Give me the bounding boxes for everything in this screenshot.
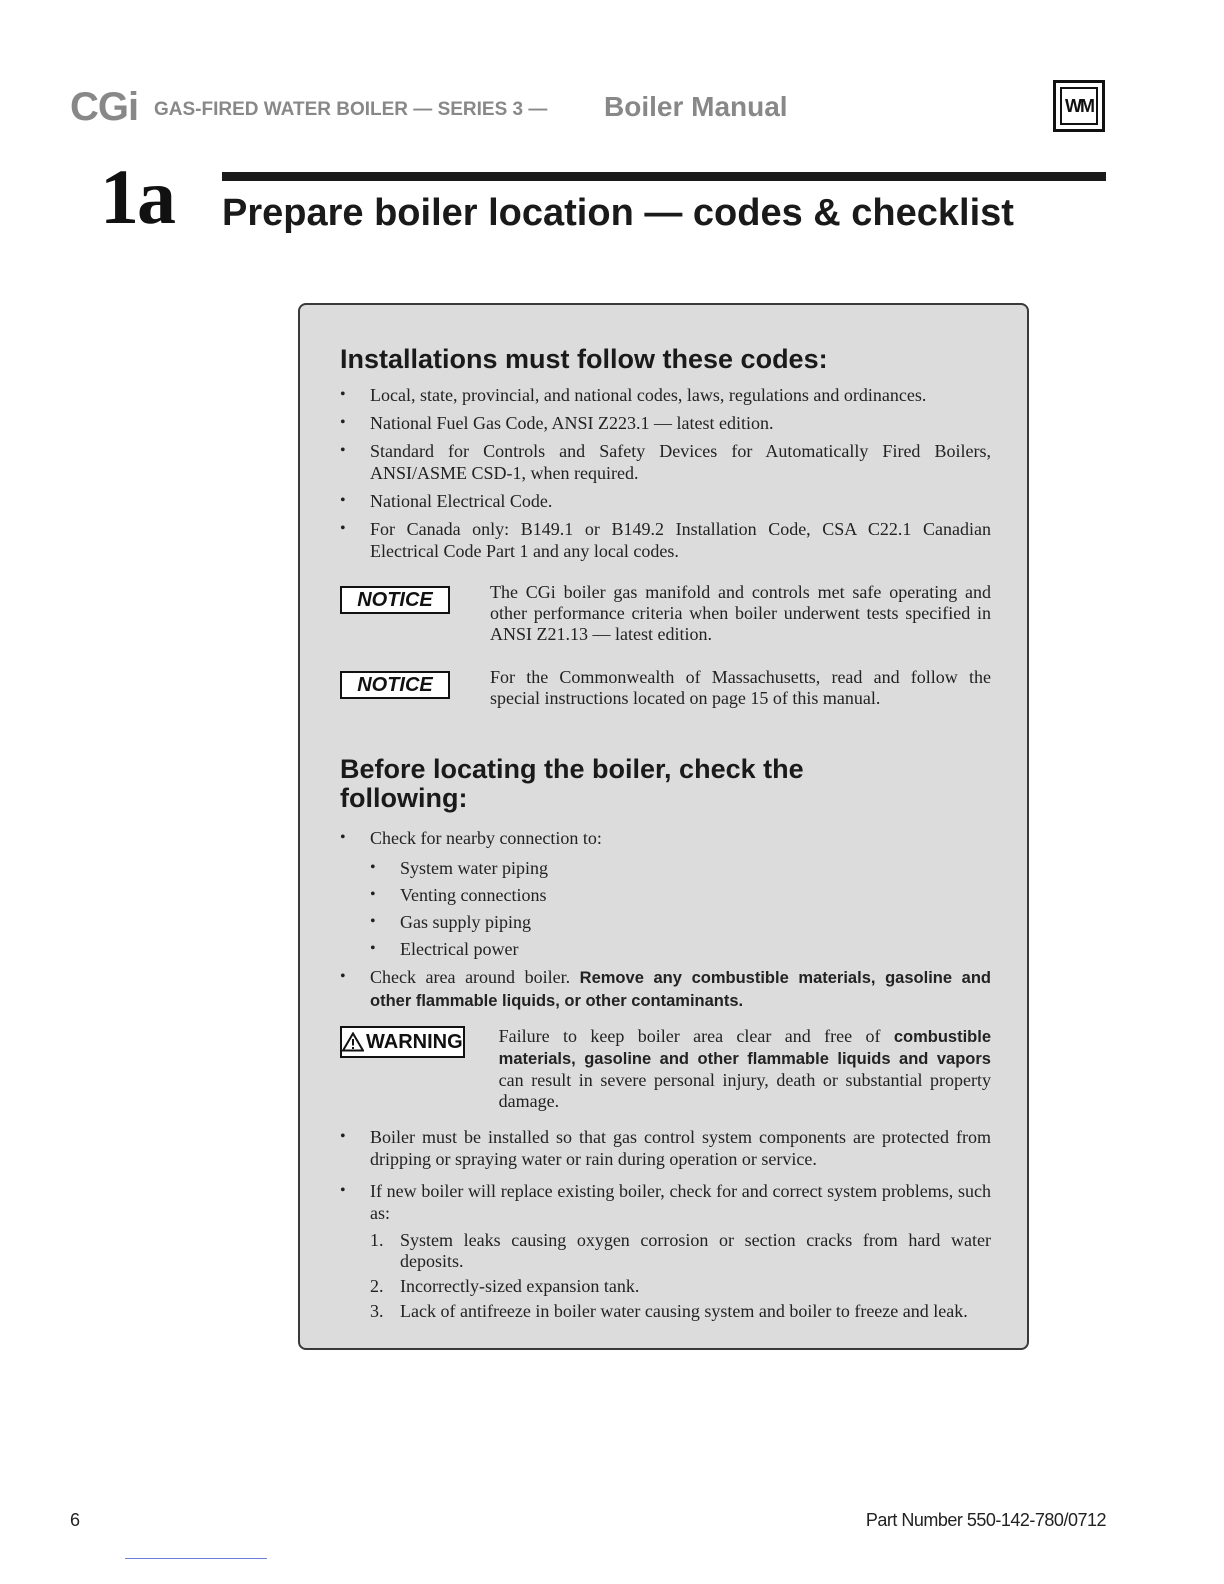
warning-text — [499, 1026, 991, 1112]
problem-item — [370, 1230, 991, 1272]
panel-content — [340, 345, 991, 1328]
warning-text-end: can result in severe personal injury, death or substantial property damage. — [498, 1070, 991, 1111]
section-number: 1a — [100, 153, 174, 240]
page-header — [70, 84, 1110, 134]
title-rule — [222, 172, 1106, 181]
connection-item: • System water piping — [370, 857, 991, 879]
connection-item: • Gas supply piping — [370, 911, 991, 933]
problem-item — [370, 1276, 991, 1297]
checklist-list — [340, 827, 991, 1012]
checklist-item: • Boiler must be installed so that gas control system components are protected from dripping or spraying water or rain during operation or service. — [340, 1126, 991, 1170]
series-label: GAS-FIRED WATER BOILER — SERIES 3 — — [154, 99, 548, 120]
problem-text: System leaks causing oxygen corrosion or section cracks from hard water deposits. — [400, 1230, 991, 1271]
codes-item: • Local, state, provincial, and national codes, laws, regulations and ordinances. — [340, 384, 991, 406]
notice-text: For the Commonwealth of Massachusetts, read and follow the special instructions located on page 15 of this manual. — [490, 667, 991, 708]
checklist-item — [340, 827, 991, 960]
warning-text-emphasis: combustible materials, gasoline and other flammable liquids and vapors — [498, 1028, 992, 1068]
problem-number: 1. — [370, 1230, 384, 1250]
problem-number: 2. — [370, 1276, 384, 1296]
checklist-item — [340, 1180, 991, 1322]
codes-item: • National Electrical Code. — [340, 490, 991, 512]
codes-item: • Standard for Controls and Safety Devices for Automatically Fired Boilers, ANSI/ASME CSD-1, when required. — [340, 440, 991, 484]
brand-name: CGi — [70, 85, 139, 129]
checklist-list-continued — [340, 1126, 991, 1322]
codes-item: • For Canada only: B149.1 or B149.2 Installation Code, CSA C22.1 Canadian Electrical Code Part 1 and any local codes. — [340, 518, 991, 562]
codes-item: • National Fuel Gas Code, ANSI Z223.1 — latest edition. — [340, 412, 991, 434]
codes-heading: Installations must follow these codes: — [340, 344, 828, 374]
connection-sublist — [370, 857, 991, 960]
page-number: 6 — [70, 1510, 81, 1530]
notice-badge: NOTICE — [340, 586, 450, 614]
page-title: Prepare boiler location — codes & checklist — [222, 192, 1014, 234]
footer-link-underline — [125, 1558, 267, 1559]
problem-text: Lack of antifreeze in boiler water causing system and boiler to freeze and leak. — [400, 1301, 968, 1321]
notice-text: The CGi boiler gas manifold and controls met safe operating and other performance criteria when boiler underwent tests specified in ANSI Z21.13 — latest edition. — [490, 582, 991, 644]
checklist-item-text: Check area around boiler. — [370, 967, 571, 987]
warning-label: WARNING — [366, 1030, 463, 1053]
company-logo — [1053, 80, 1105, 132]
manual-label: Boiler Manual — [604, 91, 788, 122]
warning-block — [340, 1026, 991, 1112]
problem-text: Incorrectly-sized expansion tank. — [400, 1276, 640, 1296]
checklist-item-text: If new boiler will replace existing boiler, check for and correct system problems, such as: — [370, 1181, 991, 1223]
checklist-item-emphasis: Remove any combustible materials, gasoline and other flammable liquids, or other contaminants. — [370, 969, 992, 1010]
codes-list — [340, 384, 991, 562]
checklist-heading: Before locating the boiler, check the following: — [340, 754, 804, 813]
connection-item: • Electrical power — [370, 938, 991, 960]
notice-block — [340, 582, 991, 645]
problem-number: 3. — [370, 1301, 384, 1321]
logo-mark: WM — [1060, 87, 1098, 125]
notice-block — [340, 667, 991, 709]
notice-badge: NOTICE — [340, 671, 450, 699]
connection-item: • Venting connections — [370, 884, 991, 906]
checklist-item — [340, 966, 991, 1012]
codes-checklist-panel — [298, 303, 1029, 1350]
problem-item — [370, 1301, 991, 1322]
problem-list — [370, 1230, 991, 1322]
checklist-item-text: Check for nearby connection to: — [370, 828, 602, 848]
warning-text-start: Failure to keep boiler area clear and free of — [498, 1026, 881, 1046]
warning-badge — [340, 1026, 465, 1058]
part-number: Part Number 550-142-780/0712 — [865, 1510, 1106, 1530]
warning-triangle-icon — [342, 1032, 364, 1052]
